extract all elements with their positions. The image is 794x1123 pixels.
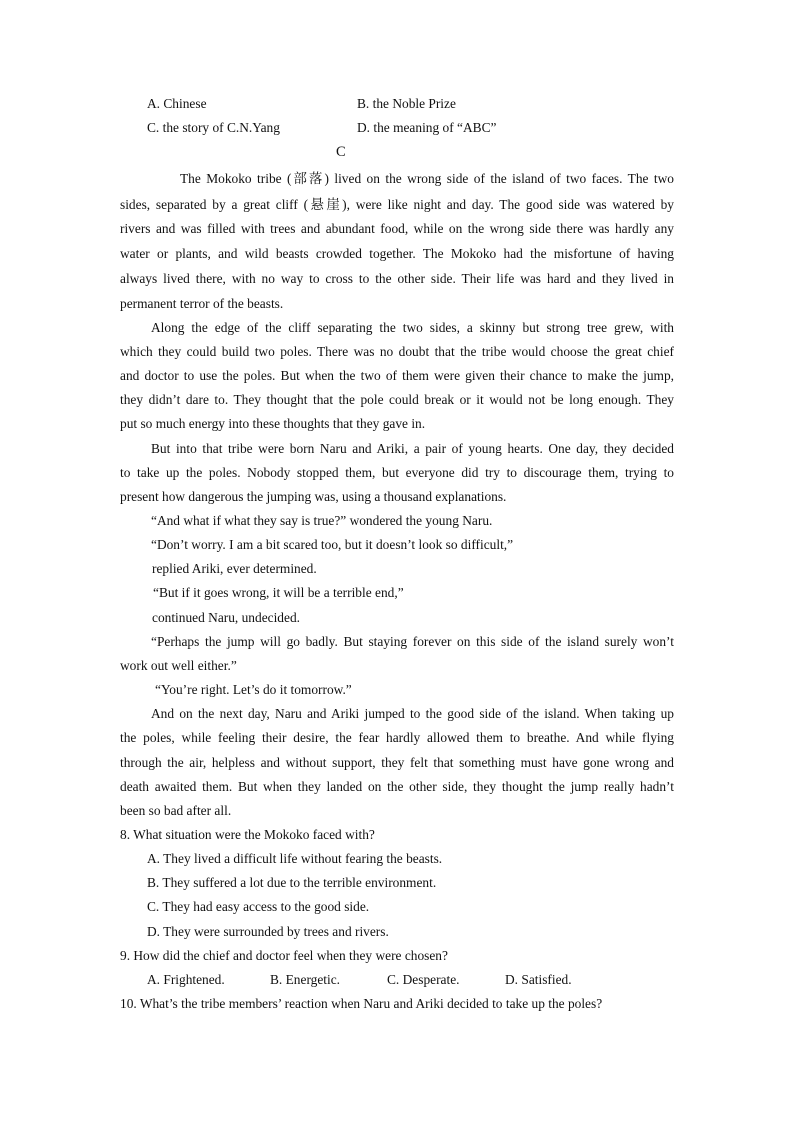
question-9-option-b: B. Energetic. xyxy=(270,972,341,987)
prev-option-c: C. the story of C.N.Yang xyxy=(147,120,280,135)
question-9-stem: 9. How did the chief and doctor feel when they were chosen? xyxy=(120,948,448,963)
passage-p3-line-1: But into that tribe were born Naru and Ariki, a pair of young hearts. One day, they decided xyxy=(151,441,674,456)
passage-p1-line-4: water or plants, and wild beasts crowded together. The Mokoko had the misfortune of having xyxy=(120,246,674,261)
question-8-option-b: B. They suffered a lot due to the terrible environment. xyxy=(147,875,437,890)
passage-p1-line-6: permanent terror of the beasts. xyxy=(120,296,284,311)
question-9-option-a: A. Frightened. xyxy=(147,972,225,987)
passage-p4-line-2: the poles, while feeling their desire, the fear hardly allowed them to breathe. And while flying xyxy=(120,730,674,745)
passage-p2-line-3: and doctor to use the poles. But when the two of them were given their chance to make the jump, xyxy=(120,368,674,383)
dialogue-line-3: replied Ariki, ever determined. xyxy=(152,561,317,576)
passage-p1-line-1: The Mokoko tribe (部落) lived on the wrong side of the island of two faces. The two xyxy=(180,171,674,186)
prev-option-d: D. the meaning of “ABC” xyxy=(357,120,497,135)
passage-p2-line-5: put so much energy into these thoughts that they gave in. xyxy=(120,416,426,431)
passage-p3-line-2: to take up the poles. Nobody stopped them, but everyone did try to discourage them, trying to xyxy=(120,465,674,480)
dialogue-line-4: “But if it goes wrong, it will be a terrible end,” xyxy=(153,585,404,600)
dialogue-line-7: “You’re right. Let’s do it tomorrow.” xyxy=(155,682,352,697)
passage-p4-line-4: death awaited them. But when they landed on the other side, they thought the jump really hadn’t xyxy=(120,779,674,794)
dialogue-line-5: continued Naru, undecided. xyxy=(152,610,300,625)
question-9-option-c: C. Desperate. xyxy=(387,972,460,987)
passage-p1-line-3: rivers and was filled with trees and abundant food, while on the wrong side there was hardly any xyxy=(120,221,674,236)
question-10-stem: 10. What’s the tribe members’ reaction when Naru and Ariki decided to take up the poles? xyxy=(120,996,603,1011)
passage-p4-line-1: And on the next day, Naru and Ariki jumped to the good side of the island. When taking up xyxy=(151,706,674,721)
dialogue-line-6b: work out well either.” xyxy=(120,658,237,673)
prev-option-b: B. the Noble Prize xyxy=(357,96,456,111)
passage-p2-line-1: Along the edge of the cliff separating the two sides, a skinny but strong tree grew, with xyxy=(151,320,674,335)
passage-p2-line-2: which they could build two poles. There was no doubt that the tribe would choose the great chief xyxy=(120,344,674,359)
passage-p4-line-3: through the air, helpless and without support, they felt that something must have gone wrong and xyxy=(120,755,674,770)
question-8-option-d: D. They were surrounded by trees and rivers. xyxy=(147,924,389,939)
question-9-option-d: D. Satisfied. xyxy=(505,972,572,987)
dialogue-line-6a: “Perhaps the jump will go badly. But staying forever on this side of the island surely won’t xyxy=(151,634,674,649)
passage-p4-line-5: been so bad after all. xyxy=(120,803,232,818)
section-label: C xyxy=(336,144,346,160)
passage-p1-line-5: always lived there, with no way to cross to the other side. Their life was hard and they lived in xyxy=(120,271,674,286)
dialogue-line-2: “Don’t worry. I am a bit scared too, but it doesn’t look so difficult,” xyxy=(151,537,514,552)
question-8-option-c: C. They had easy access to the good side. xyxy=(147,899,370,914)
dialogue-line-1: “And what if what they say is true?” wondered the young Naru. xyxy=(151,513,493,528)
passage-p2-line-4: they didn’t dare to. They thought that the pole could break or it would not be long enough. They xyxy=(120,392,674,407)
prev-option-a: A. Chinese xyxy=(147,96,207,111)
passage-p3-line-3: present how dangerous the jumping was, using a thousand explanations. xyxy=(120,489,507,504)
passage-p1-line-2: sides, separated by a great cliff (悬崖), were like night and day. The good side was watered by xyxy=(120,197,674,212)
question-8-option-a: A. They lived a difficult life without fearing the beasts. xyxy=(147,851,443,866)
question-8-stem: 8. What situation were the Mokoko faced with? xyxy=(120,827,375,842)
